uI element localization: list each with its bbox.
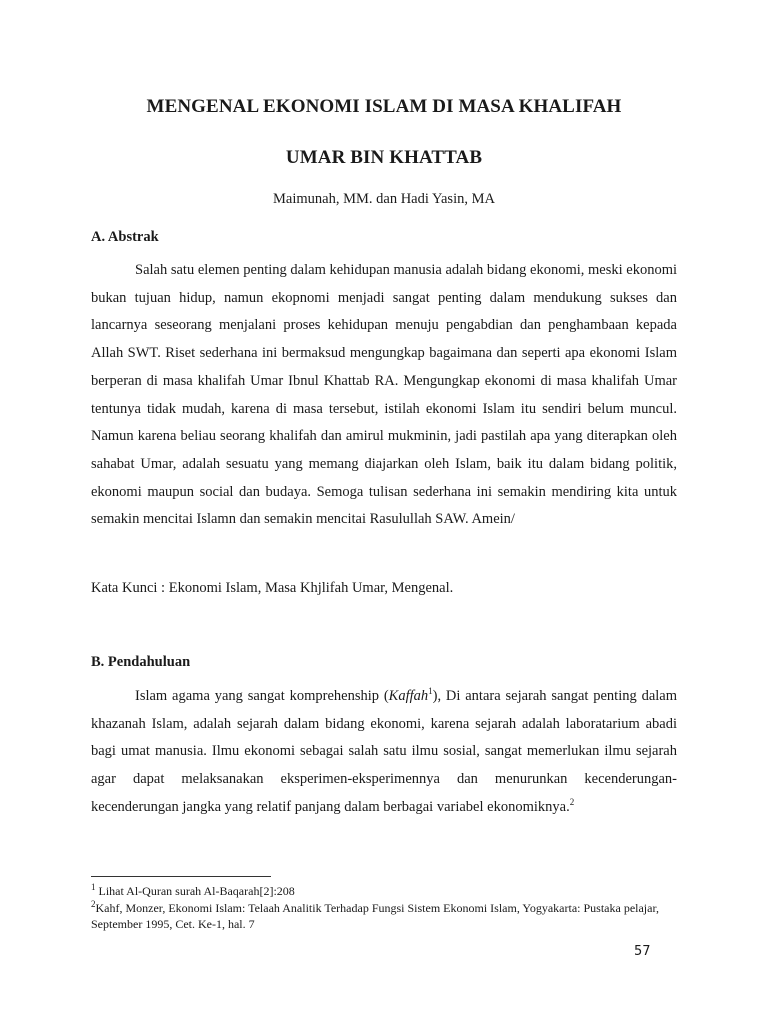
footnote-number: 1 [91,882,96,892]
kaffah-term: Kaffah [388,688,429,704]
intro-body-part2: ), Di antara sejarah sangat penting dalam khazanah Islam, adalah sejarah dalam bidang ekonomi, karena sejarah adalah laboratarium abadi bagi umat manusia. Ilmu ekonomi sebagai salah satu ilmu sosial, sangat memerlukan ilmu sejarah agar dapat melaksanakan eksperimen-eksperimennya dan menurunkan kecenderungan-kecenderungan jangka yang relatif panjang dalam berbagai variabel ekonomiknya. [91,688,677,815]
title-line-2: UMAR BIN KHATTAB [285,147,483,168]
footnote-text: Kahf, Monzer, Ekonomi Islam: Telaah Analitik Terhadap Fungsi Sistem Ekonomi Islam, Yogyakarta: Pustaka pelajar, September 1995, Cet. Ke-1, hal. 7 [91,901,659,931]
footnote-divider [91,876,271,877]
abstract-heading: A. Abstrak [91,229,159,245]
footnote-1 [91,883,681,899]
abstract-body: Salah satu elemen penting dalam kehidupan manusia adalah bidang ekonomi, meski ekonomi bukan tujuan hidup, namun ekopnomi menjadi sangat penting dalam mendukung sukses dan lancarnya seseorang menjalani proses kehidupan menuju pengabdian dan penghambaan kepada Allah SWT. Riset sederhana ini bermaksud mengungkap bagaimana dan seperti apa ekonomi Islam berperan di masa khalifah Umar Ibnul Khattab RA. Mengungkap ekonomi di masa khalifah Umar tentunya tidak mudah, karena di masa tersebut, istilah ekonomi Islam itu sendiri belum muncul. Namun karena beliau seorang khalifah dan amirul mukminin, jadi pastilah apa yang diterapkan oleh sahabat Umar, adalah sesuatu yang memang diajarkan oleh Islam, baik itu dalam bidang politik, ekonomi maupun social dan budaya. Semoga tulisan sederhana ini semakin mendiring kita untuk semakin mencitai Islamn dan semakin mencitai Rasulullah SAW. Amein/ [91,262,678,528]
title-line-1: MENGENAL EKONOMI ISLAM DI MASA KHALIFAH [146,96,622,117]
keywords: Kata Kunci : Ekonomi Islam, Masa Khjlifah Umar, Mengenal. [91,580,454,596]
footnote-ref-1[interactable]: 1 [428,686,433,697]
footnote-number: 2 [91,899,96,909]
authors: Maimunah, MM. dan Hadi Yasin, MA [273,191,495,207]
introduction-paragraph [91,683,677,822]
footnote-ref-2[interactable]: 2 [569,796,575,807]
intro-body-part1: Islam agama yang sangat komprehenship ( [135,688,389,704]
footnote-2 [91,900,681,932]
page-number: 57 [634,944,651,959]
introduction-heading: B. Pendahuluan [91,654,191,670]
footnote-text: Lihat Al-Quran surah Al-Baqarah[2]:208 [95,884,295,898]
abstract-paragraph [91,257,677,534]
